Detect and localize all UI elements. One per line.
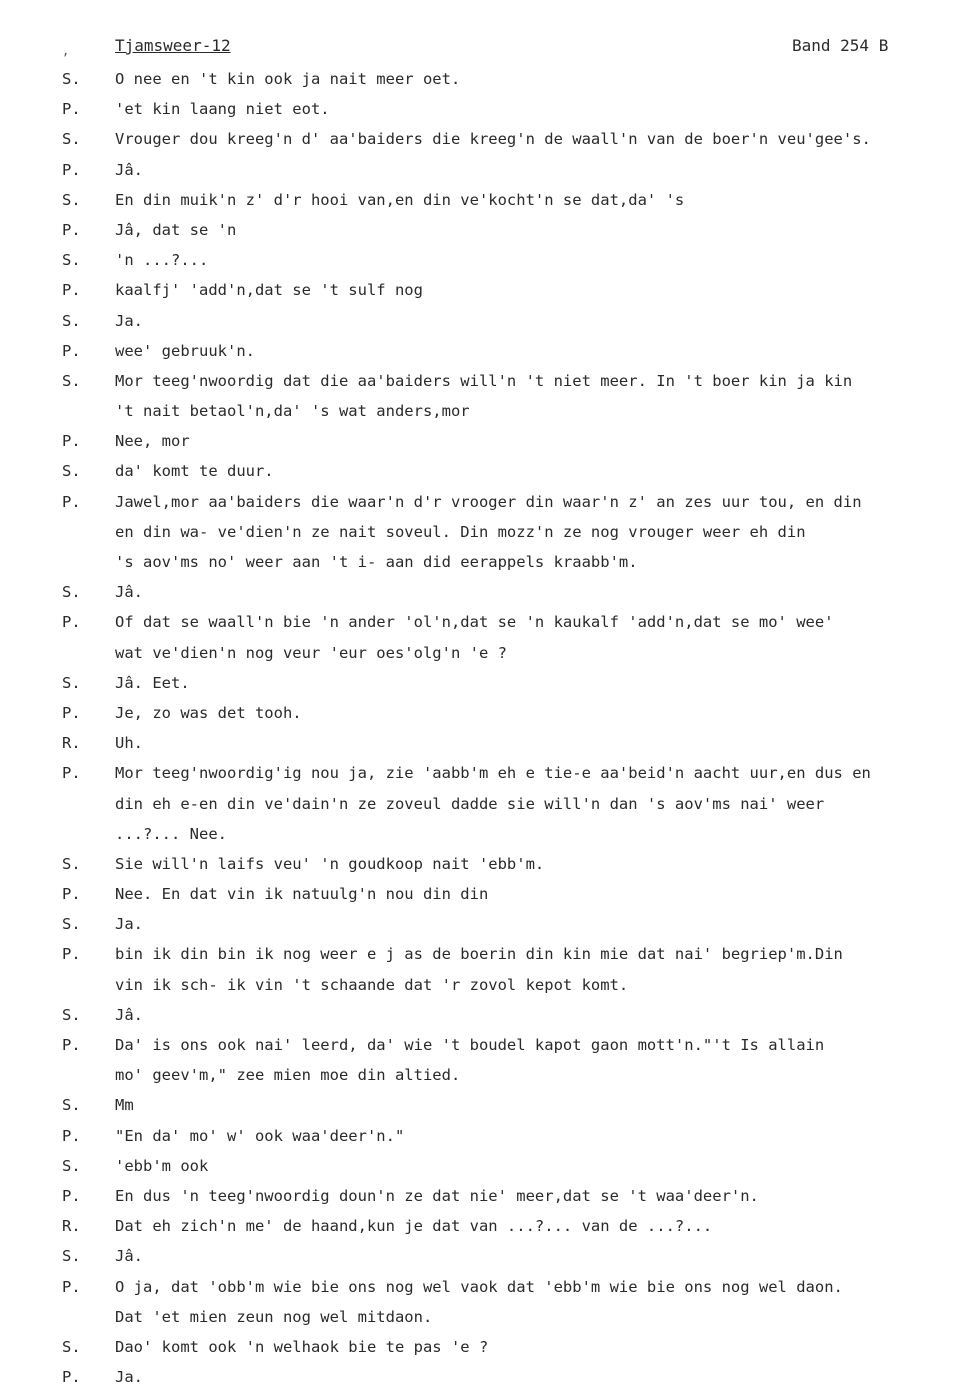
utterance-text: Nee, mor <box>115 432 190 451</box>
transcript-line <box>0 909 979 939</box>
utterance-text: En dus 'n teeg'nwoordig doun'n ze dat nie' meer,dat se 't waa'deer'n. <box>115 1186 759 1205</box>
utterance-text: Jâ. <box>115 583 143 602</box>
utterance-text: Dao' komt ook 'n welhaok bie te pas 'e ? <box>115 1337 489 1356</box>
utterance-text: Ja. <box>115 311 143 330</box>
transcript-line <box>0 1090 979 1120</box>
utterance-text: Nee. En dat vin ik natuulg'n nou din din <box>115 885 489 904</box>
transcript-line <box>0 336 979 366</box>
transcript-line <box>0 939 979 969</box>
speaker-label: S. <box>62 673 81 692</box>
speaker-label: S. <box>62 251 81 270</box>
speaker-label: S. <box>62 311 81 330</box>
utterance-text: Jâ. <box>115 160 143 179</box>
utterance-text: Je, zo was det tooh. <box>115 703 302 722</box>
utterance-text: Ja. <box>115 915 143 934</box>
utterance-text: ...?... Nee. <box>115 824 227 843</box>
transcript-line <box>0 1181 979 1211</box>
utterance-text: 't nait betaol'n,da' 's wat anders,mor <box>115 402 470 421</box>
speaker-label: P. <box>62 341 81 360</box>
transcript-line <box>0 64 979 94</box>
transcript-line <box>0 426 979 456</box>
document-title: Tjamsweer-12 <box>115 36 231 55</box>
speaker-label: P. <box>62 160 81 179</box>
speaker-label: P. <box>62 885 81 904</box>
transcript-line <box>0 668 979 698</box>
speaker-label: S. <box>62 371 81 390</box>
utterance-text: bin ik din bin ik nog weer e j as de boerin din kin mie dat nai' begriep'm.Din <box>115 945 843 964</box>
transcript-line <box>0 245 979 275</box>
utterance-text: 'et kin laang niet eot. <box>115 100 330 119</box>
speaker-label: P. <box>62 1186 81 1205</box>
speaker-label: S. <box>62 1247 81 1266</box>
transcript-line <box>0 577 979 607</box>
utterance-text: din eh e-en din ve'dain'n ze zoveul dadde sie will'n dan 's aov'ms nai' weer <box>115 794 825 813</box>
transcript-line <box>0 396 979 426</box>
transcript-line <box>0 124 979 154</box>
utterance-text: O ja, dat 'obb'm wie bie ons nog wel vaok dat 'ebb'm wie bie ons nog wel daon. <box>115 1277 843 1296</box>
transcript-line <box>0 517 979 547</box>
utterance-text: 's aov'ms no' weer aan 't i- aan did eerappels kraabb'm. <box>115 553 638 571</box>
utterance-text: Jâ. <box>115 1005 143 1024</box>
speaker-label: S. <box>62 1096 81 1115</box>
speaker-label: P. <box>62 492 81 511</box>
utterance-text: Uh. <box>115 734 143 753</box>
speaker-label: S. <box>62 1337 81 1356</box>
speaker-label: S. <box>62 70 81 88</box>
utterance-text: 'n ...?... <box>115 251 209 270</box>
transcript-line <box>0 306 979 336</box>
utterance-text: Jâ. <box>115 1247 143 1266</box>
utterance-text: en din wa- ve'dien'n ze nait soveul. Din mozz'n ze nog vrouger weer eh din <box>115 522 806 541</box>
transcript-line <box>0 789 979 819</box>
transcript-line <box>0 1121 979 1151</box>
transcript-line <box>0 1060 979 1090</box>
transcript-line <box>0 1211 979 1241</box>
transcript-line <box>0 1241 979 1271</box>
utterance-text: 'ebb'm ook <box>115 1156 209 1175</box>
utterance-text: Vrouger dou kreeg'n d' aa'baiders die kreeg'n de waall'n van de boer'n veu'gee's. <box>115 130 871 149</box>
transcript-line <box>0 215 979 245</box>
transcript-line <box>0 970 979 1000</box>
transcript-line <box>0 849 979 879</box>
speaker-label: S. <box>62 190 81 209</box>
utterance-text: O nee en 't kin ook ja nait meer oet. <box>115 70 461 88</box>
transcript-line <box>0 728 979 758</box>
transcript-line <box>0 1000 979 1030</box>
utterance-text: kaalfj' 'add'n,dat se 't sulf nog <box>115 281 423 300</box>
utterance-text: Mm <box>115 1096 134 1115</box>
utterance-text: vin ik sch- ik vin 't schaande dat 'r zovol kepot komt. <box>115 975 629 994</box>
transcript-line <box>0 1151 979 1181</box>
transcript-line <box>0 275 979 305</box>
speaker-label: P. <box>62 703 81 722</box>
speaker-label: P. <box>62 1036 81 1054</box>
transcript-line <box>0 487 979 517</box>
utterance-text: Jâ, dat se 'n <box>115 220 237 239</box>
transcript-lines <box>0 64 979 1392</box>
transcript-line <box>0 1030 979 1060</box>
transcript-line <box>0 155 979 185</box>
band-number: Band 254 B <box>792 36 889 55</box>
utterance-text: Da' is ons ook nai' leerd, da' wie 't boudel kapot gaon mott'n."'t Is allain <box>115 1036 825 1054</box>
speaker-label: S. <box>62 854 81 873</box>
transcript-line <box>0 94 979 124</box>
speaker-label: S. <box>62 1156 81 1175</box>
utterance-text: Sie will'n laifs veu' 'n goudkoop nait 'ebb'm. <box>115 854 545 873</box>
speaker-label: S. <box>62 130 81 149</box>
transcript-line <box>0 547 979 577</box>
transcript-line <box>0 456 979 486</box>
utterance-text: En din muik'n z' d'r hooi van,en din ve'kocht'n se dat,da' 's <box>115 190 685 209</box>
transcript-line <box>0 638 979 668</box>
utterance-text: Dat eh zich'n me' de haand,kun je dat van ...?... van de ...?... <box>115 1217 713 1236</box>
transcript-line <box>0 698 979 728</box>
transcript-line <box>0 1362 979 1392</box>
speaker-label: S. <box>62 915 81 934</box>
utterance-text: "En da' mo' w' ook waa'deer'n." <box>115 1126 405 1145</box>
speaker-label: P. <box>62 1277 81 1296</box>
speaker-label: P. <box>62 613 81 632</box>
transcript-line <box>0 819 979 849</box>
utterance-text: wat ve'dien'n nog veur 'eur oes'olg'n 'e ? <box>115 643 507 662</box>
speaker-label: P. <box>62 1368 81 1387</box>
transcript-line <box>0 185 979 215</box>
utterance-text: Dat 'et mien zeun nog wel mitdaon. <box>115 1307 433 1326</box>
speaker-label: P. <box>62 945 81 964</box>
corner-mark: , <box>62 44 70 58</box>
utterance-text: mo' geev'm," zee mien moe din altied. <box>115 1066 461 1085</box>
speaker-label: S. <box>62 1005 81 1024</box>
speaker-label: R. <box>62 734 81 753</box>
utterance-text: da' komt te duur. <box>115 462 274 481</box>
utterance-text: Jâ. Eet. <box>115 673 190 692</box>
speaker-label: P. <box>62 432 81 451</box>
transcript-line <box>0 1332 979 1362</box>
speaker-label: R. <box>62 1217 81 1236</box>
speaker-label: S. <box>62 583 81 602</box>
utterance-text: wee' gebruuk'n. <box>115 341 255 360</box>
speaker-label: P. <box>62 1126 81 1145</box>
speaker-label: P. <box>62 100 81 119</box>
utterance-text: Jawel,mor aa'baiders die waar'n d'r vrooger din waar'n z' an zes uur tou, en din <box>115 492 862 511</box>
speaker-label: P. <box>62 281 81 300</box>
transcript-line <box>0 879 979 909</box>
transcript-line <box>0 607 979 637</box>
transcript-line <box>0 1302 979 1332</box>
speaker-label: S. <box>62 462 81 481</box>
transcript-line <box>0 1272 979 1302</box>
utterance-text: Ja. <box>115 1368 143 1387</box>
utterance-text: Mor teeg'nwoordig dat die aa'baiders will'n 't niet meer. In 't boer kin ja kin <box>115 371 853 390</box>
speaker-label: P. <box>62 220 81 239</box>
utterance-text: Of dat se waall'n bie 'n ander 'ol'n,dat se 'n kaukalf 'add'n,dat se mo' wee' <box>115 613 834 632</box>
utterance-text: Mor teeg'nwoordig'ig nou ja, zie 'aabb'm eh e tie-e aa'beid'n aacht uur,en dus en <box>115 764 871 783</box>
transcript-line <box>0 366 979 396</box>
speaker-label: P. <box>62 764 81 783</box>
transcript-line <box>0 758 979 788</box>
